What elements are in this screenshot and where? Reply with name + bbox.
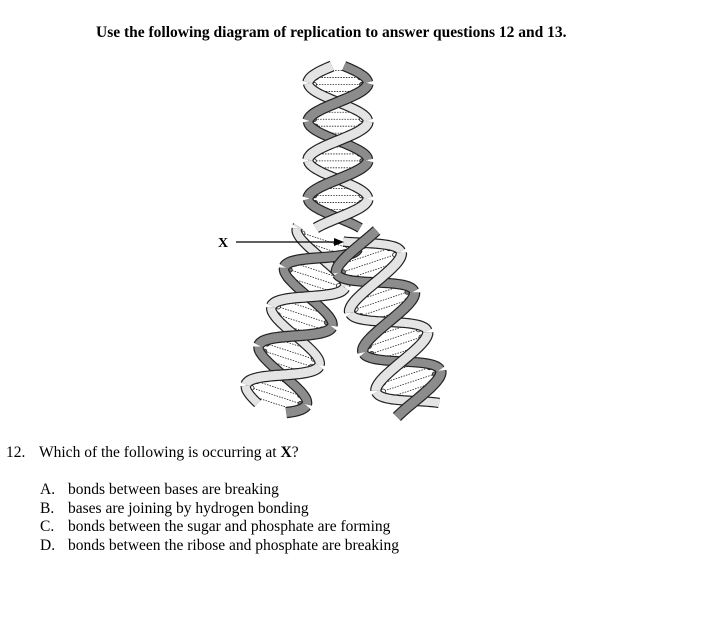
choice-letter: B. (40, 499, 55, 517)
choice-text: bonds between the sugar and phosphate are forming (68, 518, 391, 535)
choice-letter: A. (40, 481, 56, 498)
choice-letter: C. (40, 518, 55, 535)
choice-text: bonds between bases are breaking (68, 481, 279, 498)
question-text: Which of the following is occurring at (39, 444, 281, 461)
marker-x-arrow (236, 238, 344, 246)
right-daughter-helix (336, 231, 441, 418)
choice-text: bonds between the ribose and phosphate are breaking (68, 536, 399, 554)
question-marker: X (280, 444, 292, 461)
choice-letter: D. (40, 536, 56, 554)
question-12 (6, 444, 299, 462)
parent-helix (308, 66, 368, 228)
choice-b (40, 500, 399, 519)
choice-text: bases are joining by hydrogen bonding (68, 499, 309, 517)
answer-choices (40, 481, 399, 555)
choice-a (40, 481, 399, 500)
choice-c (40, 518, 399, 537)
dna-helix-illustration (210, 58, 470, 423)
marker-x-label: X (218, 236, 229, 251)
instruction-heading: Use the following diagram of replication to answer questions 12 and 13. (96, 24, 567, 41)
question-number: 12. (6, 444, 26, 461)
choice-d (40, 537, 399, 556)
question-end: ? (291, 444, 299, 461)
dna-replication-diagram (210, 58, 470, 423)
